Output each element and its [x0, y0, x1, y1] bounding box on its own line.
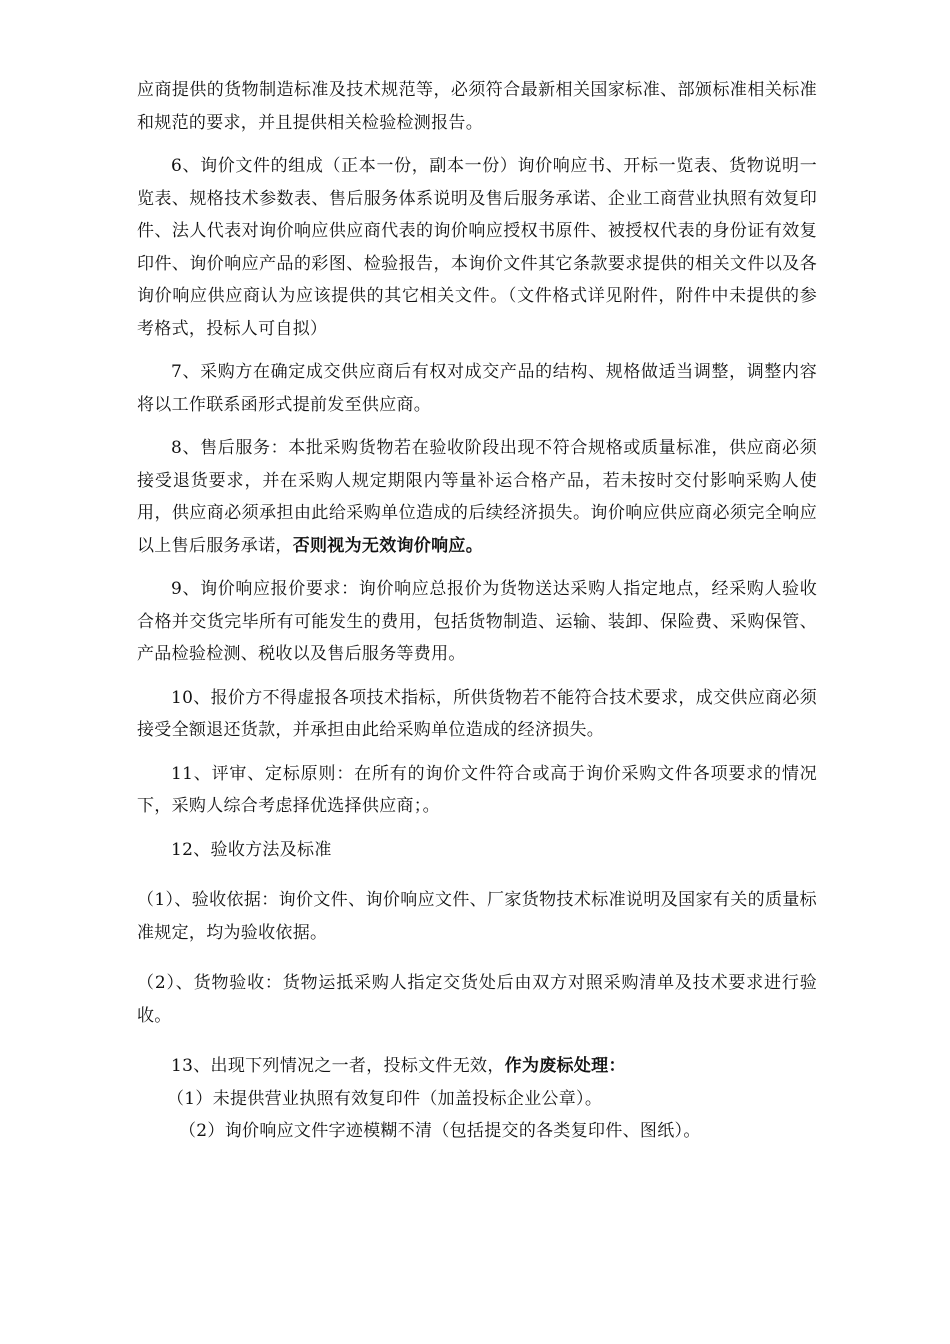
paragraph-7: 7、采购方在确定成交供应商后有权对成交产品的结构、规格做适当调整，调整内容将以工作联系函形式提前发至供应商。	[137, 362, 817, 415]
paragraph-0: 应商提供的货物制造标准及技术规范等，必须符合最新相关国家标准、部颁标准相关标准和规范的要求，并且提供相关检验检测报告。	[137, 80, 817, 133]
paragraph-8-bold: 否则视为无效询价响应。	[292, 535, 484, 556]
document-body	[137, 74, 817, 1148]
paragraph-13-text: 13、出现下列情况之一者，投标文件无效，	[171, 1056, 505, 1076]
paragraph-12: 12、验收方法及标准	[171, 839, 332, 860]
paragraph-13-2: （2）询价响应文件字迹模糊不清（包括提交的各类复印件、图纸）。	[179, 1121, 701, 1141]
paragraph-13	[137, 1050, 817, 1083]
paragraph-12-2: （2）、货物验收：货物运抵采购人指定交货处后由双方对照采购清单及技术要求进行验收。	[137, 973, 817, 1026]
paragraph-13-1: （1）未提供营业执照有效复印件（加盖投标企业公章）。	[167, 1088, 603, 1109]
paragraph-11: 11、评审、定标原则：在所有的询价文件符合或高于询价采购文件各项要求的情况下，采购人综合考虑择优选择供应商；。	[137, 763, 817, 816]
paragraph-8	[137, 432, 817, 562]
paragraph-9: 9、询价响应报价要求：询价响应总报价为货物送达采购人指定地点，经采购人验收合格并交货完毕所有可能发生的费用，包括货物制造、运输、装卸、保险费、采购保管、产品检验检测、税收以及售后服务等费用。	[137, 579, 817, 664]
paragraph-13-bold: 作为废标处理：	[504, 1056, 626, 1076]
paragraph-8-text: 8、售后服务：本批采购货物若在验收阶段出现不符合规格或质量标准，供应商必须接受退货要求，并在采购人规定期限内等量补运合格产品，若未按时交付影响采购人使用，供应商必须承担由此给采购单位造成的后续经济损失。询价响应供应商必须完全响应以上售后服务承诺，	[137, 438, 817, 556]
paragraph-12-1: （1）、验收依据：询价文件、询价响应文件、厂家货物技术标准说明及国家有关的质量标准规定，均为验收依据。	[137, 890, 817, 943]
paragraph-10: 10、报价方不得虚报各项技术指标，所供货物若不能符合技术要求，成交供应商必须接受全额退还货款，并承担由此给采购单位造成的经济损失。	[137, 687, 817, 740]
paragraph-6: 6、询价文件的组成（正本一份，副本一份）询价响应书、开标一览表、货物说明一览表、规格技术参数表、售后服务体系说明及售后服务承诺、企业工商营业执照有效复印件、法人代表对询价响应供应商代表的询价响应授权书原件、被授权代表的身份证有效复印件、询价响应产品的彩图、检验报告，本询价文件其它条款要求提供的相关文件以及各询价响应供应商认为应该提供的其它相关文件。（文件格式详见附件，附件中未提供的参考格式，投标人可自拟）	[137, 156, 817, 339]
